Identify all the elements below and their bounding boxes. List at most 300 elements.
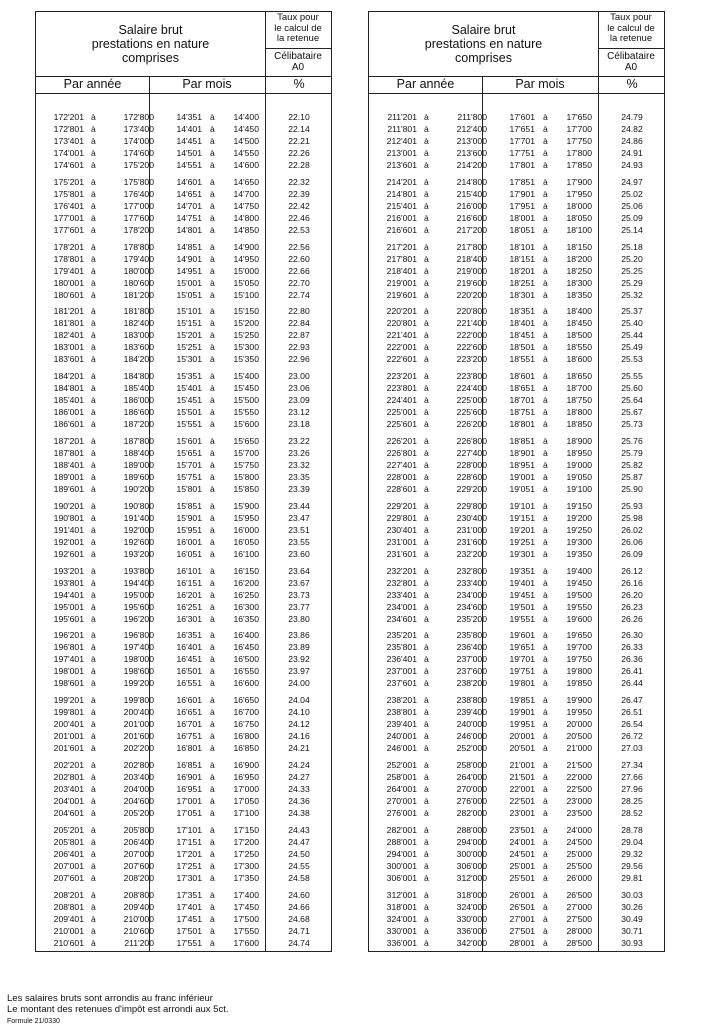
annual-to: 177'600 [123, 212, 154, 223]
annual-to: 252'000 [456, 743, 487, 754]
table-row [36, 418, 331, 430]
range-separator: à [91, 212, 96, 223]
annual-to: 234'000 [456, 589, 487, 600]
annual-from: 177'601 [53, 224, 84, 235]
range-separator: à [543, 407, 548, 418]
table-row [369, 694, 664, 706]
rate-percent: 29.56 [621, 860, 643, 871]
range-separator: à [543, 824, 548, 835]
monthly-to: 24'000 [566, 824, 592, 835]
annual-from: 175'801 [53, 188, 84, 199]
annual-from: 189'601 [53, 483, 84, 494]
range-separator: à [543, 913, 548, 924]
rate-percent: 28.25 [621, 795, 643, 806]
monthly-from: 15'551 [176, 419, 202, 430]
table-row [36, 200, 331, 212]
range-separator: à [543, 289, 548, 300]
range-separator: à [210, 395, 215, 406]
monthly-from: 17'401 [176, 901, 202, 912]
annual-to: 202'200 [123, 743, 154, 754]
range-separator: à [91, 719, 96, 730]
header-taux: Taux pour le calcul de la retenue [607, 12, 655, 44]
rate-percent: 24.16 [288, 731, 310, 742]
monthly-to: 19'700 [566, 642, 592, 653]
rate-percent: 24.91 [621, 148, 643, 158]
table-row [369, 706, 664, 718]
range-separator: à [424, 577, 429, 588]
range-separator: à [210, 483, 215, 494]
annual-from: 218'401 [386, 265, 417, 276]
monthly-to: 22'500 [566, 783, 592, 794]
monthly-from: 27'501 [509, 925, 535, 936]
rate-percent: 29.04 [621, 836, 643, 847]
annual-to: 237'600 [456, 666, 487, 677]
rate-percent: 26.06 [621, 536, 643, 547]
annual-to: 232'800 [456, 565, 487, 576]
annual-to: 196'800 [123, 630, 154, 641]
annual-from: 213'601 [386, 160, 417, 170]
range-separator: à [424, 435, 429, 446]
annual-from: 192'601 [53, 548, 84, 559]
annual-from: 208'201 [53, 889, 84, 900]
monthly-from: 16'251 [176, 601, 202, 612]
range-separator: à [424, 695, 429, 706]
monthly-from: 17'601 [509, 112, 535, 122]
header-salaire-brut: Salaire brut prestations en nature comprises [91, 23, 210, 65]
monthly-from: 16'351 [176, 630, 202, 641]
annual-to: 208'200 [123, 872, 154, 883]
monthly-from: 20'001 [509, 731, 535, 742]
range-separator: à [424, 342, 429, 353]
annual-to: 231'600 [456, 536, 487, 547]
range-separator: à [543, 160, 548, 170]
monthly-to: 16'700 [233, 707, 259, 718]
annual-from: 172'801 [53, 124, 84, 134]
table-row [36, 224, 331, 236]
rate-percent: 25.20 [621, 253, 643, 264]
table-row [369, 718, 664, 730]
range-separator: à [210, 112, 215, 122]
header-celibataire: Célibataire A0 [607, 51, 655, 73]
range-separator: à [424, 901, 429, 912]
range-separator: à [91, 759, 96, 770]
annual-to: 220'200 [456, 289, 487, 300]
table-row [369, 305, 664, 317]
row-group [369, 241, 664, 301]
monthly-to: 19'950 [566, 707, 592, 718]
monthly-from: 17'001 [176, 795, 202, 806]
range-separator: à [210, 253, 215, 264]
table-row [369, 824, 664, 836]
monthly-to: 16'900 [233, 759, 259, 770]
rate-percent: 25.37 [621, 306, 643, 317]
rate-percent: 25.06 [621, 200, 643, 211]
monthly-from: 16'801 [176, 743, 202, 754]
row-group [369, 305, 664, 365]
monthly-from: 24'501 [509, 848, 535, 859]
range-separator: à [424, 601, 429, 612]
range-separator: à [424, 642, 429, 653]
range-separator: à [91, 783, 96, 794]
range-separator: à [91, 471, 96, 482]
table-row [36, 706, 331, 718]
monthly-from: 16'201 [176, 589, 202, 600]
monthly-from: 14'801 [176, 224, 202, 235]
annual-to: 195'000 [123, 589, 154, 600]
table-row [369, 536, 664, 548]
annual-from: 198'601 [53, 678, 84, 689]
header-percent: % [293, 77, 305, 91]
range-separator: à [543, 524, 548, 535]
range-separator: à [91, 289, 96, 300]
rate-percent: 22.56 [288, 241, 310, 252]
annual-to: 246'000 [456, 731, 487, 742]
monthly-from: 18'451 [509, 330, 535, 341]
annual-to: 193'200 [123, 548, 154, 559]
annual-from: 235'801 [386, 642, 417, 653]
monthly-from: 17'751 [509, 148, 535, 158]
monthly-to: 17'300 [233, 860, 259, 871]
monthly-to: 16'450 [233, 642, 259, 653]
monthly-to: 26'000 [566, 872, 592, 883]
table-row [36, 406, 331, 418]
range-separator: à [91, 577, 96, 588]
range-separator: à [91, 630, 96, 641]
monthly-to: 15'500 [233, 395, 259, 406]
monthly-from: 15'601 [176, 435, 202, 446]
table-row [36, 759, 331, 771]
table-row [369, 548, 664, 560]
range-separator: à [210, 937, 215, 948]
header-par-mois: Par mois [515, 77, 565, 91]
annual-to: 194'400 [123, 577, 154, 588]
rate-percent: 24.33 [288, 783, 310, 794]
annual-from: 219'601 [386, 289, 417, 300]
annual-from: 207'601 [53, 872, 84, 883]
rate-percent: 23.35 [288, 471, 310, 482]
header-par-annee: Par année [396, 77, 455, 91]
range-separator: à [210, 500, 215, 511]
table-row [36, 653, 331, 665]
table-row [369, 889, 664, 901]
range-separator: à [91, 160, 96, 170]
annual-to: 185'400 [123, 383, 154, 394]
annual-to: 230'400 [456, 512, 487, 523]
monthly-to: 19'900 [566, 695, 592, 706]
table-row [369, 759, 664, 771]
rate-percent: 24.97 [621, 176, 643, 187]
rate-percent: 29.32 [621, 848, 643, 859]
table-row [369, 613, 664, 625]
monthly-from: 16'751 [176, 731, 202, 742]
monthly-from: 19'401 [509, 577, 535, 588]
table-row [36, 159, 331, 171]
annual-from: 176'401 [53, 200, 84, 211]
range-separator: à [210, 277, 215, 288]
rate-percent: 26.09 [621, 548, 643, 559]
table-row [36, 783, 331, 795]
range-separator: à [210, 200, 215, 211]
rate-percent: 30.26 [621, 901, 643, 912]
monthly-from: 17'201 [176, 848, 202, 859]
table-row [369, 435, 664, 447]
range-separator: à [543, 136, 548, 146]
monthly-to: 24'500 [566, 836, 592, 847]
range-separator: à [91, 395, 96, 406]
rate-percent: 22.39 [288, 188, 310, 199]
annual-from: 174'601 [53, 160, 84, 170]
annual-to: 234'600 [456, 601, 487, 612]
rate-percent: 22.93 [288, 342, 310, 353]
range-separator: à [91, 447, 96, 458]
monthly-to: 16'200 [233, 577, 259, 588]
table-row [369, 500, 664, 512]
rate-percent: 25.67 [621, 407, 643, 418]
range-separator: à [91, 601, 96, 612]
table-row [36, 872, 331, 884]
monthly-to: 18'800 [566, 407, 592, 418]
range-separator: à [91, 371, 96, 382]
row-group [36, 759, 331, 819]
range-separator: à [543, 200, 548, 211]
monthly-from: 17'501 [176, 925, 202, 936]
annual-from: 232'801 [386, 577, 417, 588]
annual-to: 211'200 [124, 937, 154, 948]
row-group [369, 370, 664, 430]
monthly-from: 17'701 [509, 136, 535, 146]
monthly-from: 16'501 [176, 666, 202, 677]
range-separator: à [543, 188, 548, 199]
range-separator: à [210, 354, 215, 365]
annual-from: 180'601 [53, 289, 84, 300]
annual-from: 195'601 [53, 613, 84, 624]
row-group [369, 824, 664, 884]
rate-percent: 25.87 [621, 471, 643, 482]
range-separator: à [210, 577, 215, 588]
table-row [369, 382, 664, 394]
annual-to: 215'400 [456, 188, 487, 199]
range-separator: à [543, 419, 548, 430]
range-separator: à [210, 642, 215, 653]
range-separator: à [91, 459, 96, 470]
table-row [36, 394, 331, 406]
monthly-from: 19'451 [509, 589, 535, 600]
monthly-from: 14'701 [176, 200, 202, 211]
annual-to: 199'200 [123, 678, 154, 689]
monthly-to: 19'300 [566, 536, 592, 547]
table-row [36, 889, 331, 901]
rate-percent: 28.52 [621, 807, 643, 818]
annual-to: 270'000 [456, 783, 487, 794]
table-row [369, 937, 664, 949]
range-separator: à [210, 435, 215, 446]
monthly-from: 18'951 [509, 459, 535, 470]
monthly-to: 14'900 [233, 241, 259, 252]
header-par-annee: Par année [63, 77, 122, 91]
range-separator: à [424, 630, 429, 641]
rate-percent: 25.98 [621, 512, 643, 523]
range-separator: à [210, 731, 215, 742]
monthly-from: 16'301 [176, 613, 202, 624]
range-separator: à [91, 613, 96, 624]
annual-from: 237'001 [386, 666, 417, 677]
table-row [369, 212, 664, 224]
table-row [369, 901, 664, 913]
monthly-to: 15'750 [233, 459, 259, 470]
table-row [36, 742, 331, 754]
range-separator: à [210, 536, 215, 547]
annual-to: 218'400 [456, 253, 487, 264]
range-separator: à [424, 212, 429, 223]
monthly-from: 19'551 [509, 613, 535, 624]
monthly-from: 28'001 [509, 937, 535, 948]
annual-to: 258'000 [456, 759, 487, 770]
range-separator: à [210, 318, 215, 329]
annual-to: 306'000 [456, 860, 487, 871]
range-separator: à [91, 872, 96, 883]
annual-from: 282'001 [386, 824, 417, 835]
table-row [36, 188, 331, 200]
rate-percent: 25.73 [621, 419, 643, 430]
range-separator: à [91, 548, 96, 559]
annual-from: 252'001 [386, 759, 417, 770]
monthly-to: 17'750 [566, 136, 592, 146]
monthly-from: 19'851 [509, 695, 535, 706]
annual-to: 174'600 [123, 148, 154, 158]
range-separator: à [424, 500, 429, 511]
monthly-to: 17'900 [566, 176, 592, 187]
rate-percent: 25.53 [621, 354, 643, 365]
range-separator: à [543, 330, 548, 341]
range-separator: à [543, 371, 548, 382]
row-group [369, 111, 664, 171]
rate-percent: 25.25 [621, 265, 643, 276]
rate-percent: 27.34 [621, 759, 643, 770]
tax-table-right [368, 11, 665, 952]
annual-from: 182'401 [53, 330, 84, 341]
annual-from: 228'601 [386, 483, 417, 494]
annual-to: 294'000 [456, 836, 487, 847]
monthly-from: 18'651 [509, 383, 535, 394]
rate-percent: 23.12 [288, 407, 310, 418]
annual-from: 207'001 [53, 860, 84, 871]
monthly-from: 18'251 [509, 277, 535, 288]
monthly-to: 15'550 [233, 407, 259, 418]
monthly-to: 15'950 [233, 512, 259, 523]
range-separator: à [91, 318, 96, 329]
table-row [369, 159, 664, 171]
annual-from: 312'001 [386, 889, 417, 900]
table-row [369, 135, 664, 147]
table-row [36, 665, 331, 677]
range-separator: à [543, 743, 548, 754]
range-separator: à [91, 565, 96, 576]
range-separator: à [210, 654, 215, 665]
annual-to: 187'800 [123, 435, 154, 446]
range-separator: à [91, 124, 96, 134]
annual-to: 232'200 [456, 548, 487, 559]
monthly-to: 15'450 [233, 383, 259, 394]
annual-to: 231'000 [456, 524, 487, 535]
range-separator: à [543, 901, 548, 912]
monthly-to: 20'000 [566, 719, 592, 730]
table-row [369, 641, 664, 653]
annual-to: 181'800 [123, 306, 154, 317]
annual-from: 223'801 [386, 383, 417, 394]
rate-percent: 26.44 [621, 678, 643, 689]
monthly-to: 19'500 [566, 589, 592, 600]
monthly-from: 18'801 [509, 419, 535, 430]
annual-to: 229'800 [456, 500, 487, 511]
range-separator: à [424, 613, 429, 624]
range-separator: à [210, 666, 215, 677]
annual-to: 174'000 [123, 136, 154, 146]
table-row [369, 771, 664, 783]
monthly-from: 15'251 [176, 342, 202, 353]
monthly-to: 19'850 [566, 678, 592, 689]
monthly-from: 14'901 [176, 253, 202, 264]
monthly-to: 26'500 [566, 889, 592, 900]
monthly-to: 25'000 [566, 848, 592, 859]
range-separator: à [424, 176, 429, 187]
table-row [36, 176, 331, 188]
range-separator: à [424, 124, 429, 134]
annual-to: 300'000 [456, 848, 487, 859]
range-separator: à [91, 707, 96, 718]
range-separator: à [210, 630, 215, 641]
annual-to: 205'800 [123, 824, 154, 835]
annual-to: 181'200 [123, 289, 154, 300]
annual-from: 221'401 [386, 330, 417, 341]
annual-to: 175'800 [123, 176, 154, 187]
table-row [369, 848, 664, 860]
monthly-to: 16'500 [233, 654, 259, 665]
annual-to: 199'800 [123, 695, 154, 706]
range-separator: à [91, 913, 96, 924]
monthly-from: 16'401 [176, 642, 202, 653]
table-row [36, 370, 331, 382]
range-separator: à [424, 112, 429, 122]
monthly-from: 25'501 [509, 872, 535, 883]
range-separator: à [543, 212, 548, 223]
monthly-to: 19'050 [566, 471, 592, 482]
monthly-from: 17'551 [176, 937, 202, 948]
table-row [369, 665, 664, 677]
table-row [369, 329, 664, 341]
range-separator: à [543, 589, 548, 600]
table-row [369, 265, 664, 277]
rate-percent: 25.18 [621, 241, 643, 252]
monthly-to: 17'350 [233, 872, 259, 883]
table-row [369, 277, 664, 289]
monthly-to: 15'000 [233, 265, 259, 276]
range-separator: à [91, 524, 96, 535]
table-row [369, 730, 664, 742]
row-group [369, 176, 664, 236]
rate-percent: 25.55 [621, 371, 643, 382]
monthly-from: 19'751 [509, 666, 535, 677]
monthly-from: 18'501 [509, 342, 535, 353]
monthly-to: 14'700 [233, 188, 259, 199]
header-salaire-brut: Salaire brut prestations en nature comprises [424, 23, 543, 65]
monthly-from: 15'351 [176, 371, 202, 382]
rate-percent: 26.47 [621, 695, 643, 706]
annual-to: 209'400 [123, 901, 154, 912]
annual-from: 181'201 [53, 306, 84, 317]
annual-from: 183'601 [53, 354, 84, 365]
monthly-to: 15'650 [233, 435, 259, 446]
monthly-from: 21'501 [509, 771, 535, 782]
